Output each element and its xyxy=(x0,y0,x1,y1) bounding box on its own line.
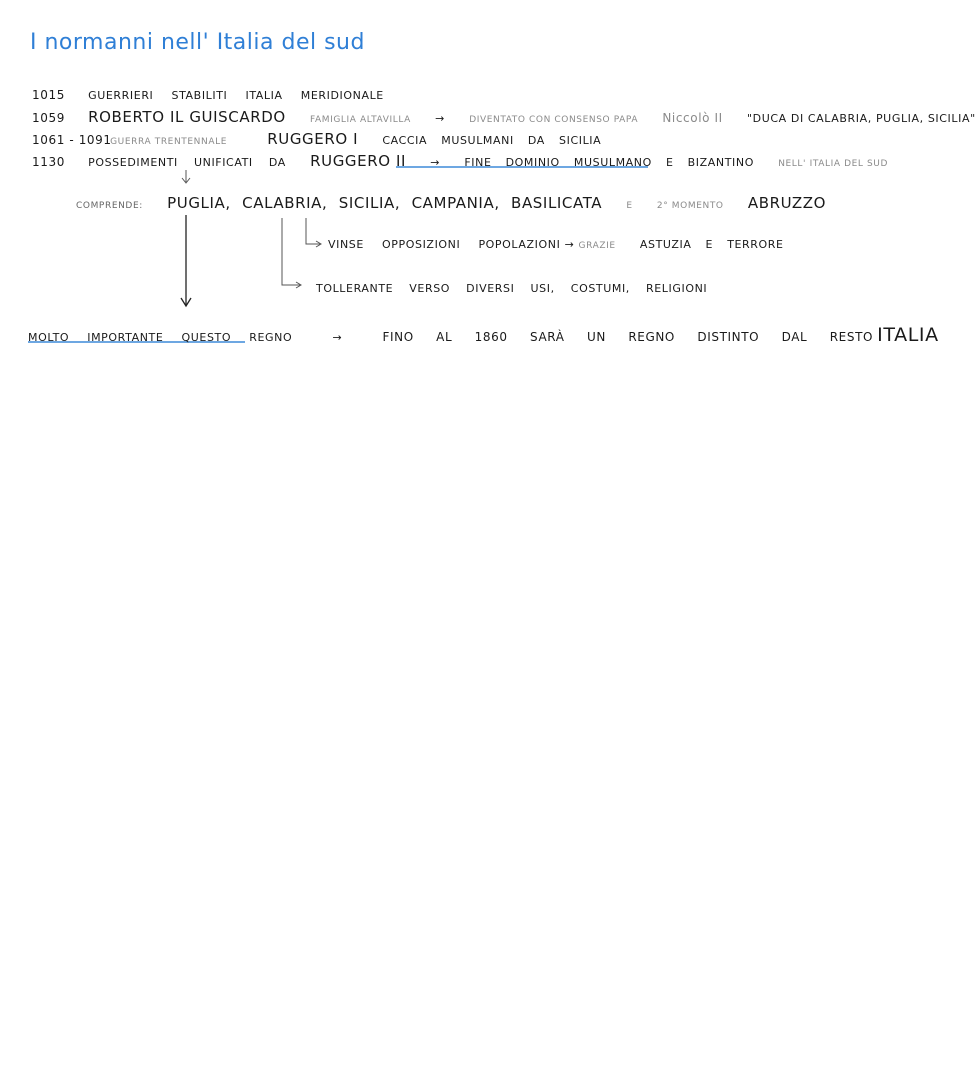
arrow: → xyxy=(564,238,575,251)
branch-tollerante xyxy=(316,282,707,295)
year: 1061 - 1091 xyxy=(32,133,112,147)
timeline-row-1130 xyxy=(32,152,888,170)
arrow: → xyxy=(332,331,343,344)
underlined-text: MOLTO IMPORTANTE QUESTO REGNO xyxy=(28,331,293,344)
conjunction: E xyxy=(626,201,633,211)
second-moment: 2° MOMENTO xyxy=(656,201,724,211)
comprende-label: COMPRENDE: xyxy=(76,201,143,211)
conclusion-row xyxy=(28,324,939,346)
comprende-row xyxy=(76,194,826,212)
timeline-row-1061 xyxy=(32,130,601,148)
page-title: I normanni nell' Italia del sud xyxy=(30,30,365,55)
faint-text: NELL' ITALIA DEL SUD xyxy=(778,159,888,169)
faint-text: GUERRA TRENTENNALE xyxy=(110,137,227,147)
row-text: GUERRIERI STABILITI ITALIA MERIDIONALE xyxy=(88,89,384,102)
faint-text: GRAZIE xyxy=(578,241,616,251)
title-quote: "DUCA DI CALABRIA, PUGLIA, SICILIA" xyxy=(746,112,976,125)
arrow: → xyxy=(435,112,445,125)
year: 1015 xyxy=(32,88,65,102)
underlined-text: FINE DOMINIO MUSULMANO E BIZANTINO xyxy=(464,156,754,169)
person-name: ROBERTO IL GUISCARDO xyxy=(88,108,286,126)
person-name: RUGGERO I xyxy=(267,130,359,148)
timeline-row-1015 xyxy=(32,88,384,102)
pope-name: Niccolò II xyxy=(662,111,723,125)
row-text: CACCIA MUSULMANI DA SICILIA xyxy=(382,134,602,147)
row-text: POSSEDIMENTI UNIFICATI DA xyxy=(88,156,286,169)
italia-word: ITALIA xyxy=(877,324,939,346)
branch-text: VINSE OPPOSIZIONI POPOLAZIONI xyxy=(328,238,561,251)
conclusion-text: FINO AL 1860 SARÀ UN REGNO DISTINTO DAL RESTO xyxy=(382,330,874,344)
branch-opposizioni xyxy=(328,238,784,251)
branch-rest: ASTUZIA E TERRORE xyxy=(639,238,784,251)
timeline-row-1059 xyxy=(32,108,976,126)
faint-text: DIVENTATO CON CONSENSO PAPA xyxy=(469,115,639,125)
extra-region: ABRUZZO xyxy=(747,194,827,212)
year: 1130 xyxy=(32,155,65,169)
branch-text: TOLLERANTE VERSO DIVERSI USI, COSTUMI, RELIGIONI xyxy=(316,282,708,295)
family-note: FAMIGLIA ALTAVILLA xyxy=(310,115,411,125)
arrow: → xyxy=(430,156,441,169)
person-name: RUGGERO II xyxy=(310,152,407,170)
regions-list: PUGLIA, CALABRIA, SICILIA, CAMPANIA, BASILICATA xyxy=(167,194,603,212)
year: 1059 xyxy=(32,111,65,125)
